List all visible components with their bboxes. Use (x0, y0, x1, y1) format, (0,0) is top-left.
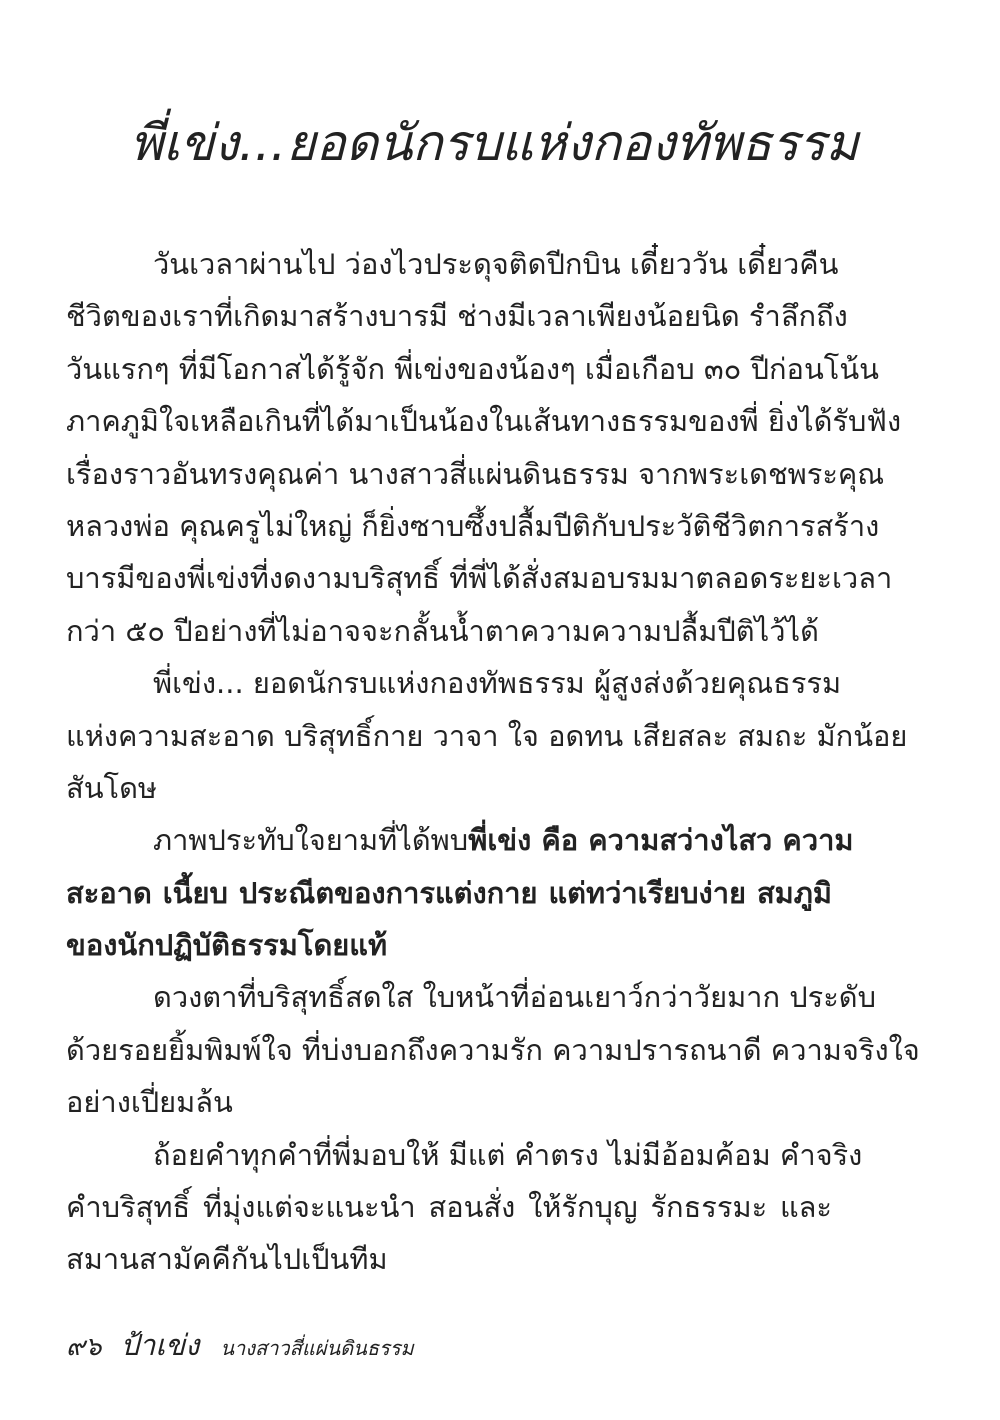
paragraph-line: ถ้อยคำทุกคำที่พี่มอบให้ มีแต่ คำตรง ไม่มีอ้อมค้อม คำจริง (153, 1137, 863, 1172)
paragraph-line: ดวงตาที่บริสุทธิ์สดใส ใบหน้าที่อ่อนเยาว์กว่าวัยมาก ประดับ (153, 980, 877, 1015)
paragraph-line: ของนักปฏิบัติธรรมโดยแท้ (66, 928, 388, 963)
paragraph-line: อย่างเปี่ยมล้น (66, 1085, 233, 1120)
page-title: พี่เข่ง...ยอดนักรบแห่งกองทัพธรรม (130, 114, 859, 172)
paragraph-line: ด้วยรอยยิ้มพิมพ์ใจ ที่บ่งบอกถึงความรัก ความปรารถนาดี ความจริงใจ (66, 1032, 920, 1067)
paragraph-line: วันเวลาผ่านไป ว่องไวประดุจติดปีกบิน เดี๋ยววัน เดี๋ยวคืน (153, 247, 839, 281)
paragraph-line: วันแรกๆ ที่มีโอกาสได้รู้จัก พี่เข่งของน้องๆ เมื่อเกือบ ๓๐ ปีก่อนโน้น (66, 351, 880, 386)
paragraph-line: สมานสามัคคีกันไปเป็นทีม (66, 1242, 388, 1277)
paragraph-line: หลวงพ่อ คุณครูไม่ใหญ่ ก็ยิ่งซาบซึ้งปลื้มปีติกับประวัติชีวิตการสร้าง (66, 508, 880, 543)
bold-emphasis: พี่เข่ง คือ ความสว่างไสว ความ (468, 823, 854, 858)
page-number: ๙๖ (66, 1332, 102, 1362)
paragraph-line: สะอาด เนี้ยบ ประณีตของการแต่งกาย แต่ทว่าเรียบง่าย สมภูมิ (66, 875, 832, 910)
book-title: นางสาวสี่แผ่นดินธรรม (220, 1336, 414, 1360)
paragraph-line: กว่า ๕๐ ปีอย่างที่ไม่อาจจะกลั้นน้ำตาความความปลื้มปีติไว้ได้ (66, 613, 819, 648)
paragraph-line: เรื่องราวอันทรงคุณค่า นางสาวสี่แผ่นดินธรรม จากพระเดชพระคุณ (66, 456, 885, 491)
body-text (66, 238, 920, 1286)
paragraph-line: คำบริสุทธิ์ ที่มุ่งแต่จะแนะนำ สอนสั่ง ให้รักบุญ รักธรรมะ และ (66, 1190, 832, 1225)
paragraph-line: ชีวิตของเราที่เกิดมาสร้างบารมี ช่างมีเวลาเพียงน้อยนิด รำลึกถึง (66, 299, 848, 334)
paragraph-line: สันโดษ (66, 770, 158, 805)
paragraph-line: ภาคภูมิใจเหลือเกินที่ได้มาเป็นน้องในเส้นทางธรรมของพี่ ยิ่งได้รับฟัง (66, 404, 902, 439)
paragraph-line: แห่งความสะอาด บริสุทธิ์กาย วาจา ใจ อดทน เสียสละ สมถะ มักน้อย (66, 718, 908, 753)
paragraph-line: บารมีของพี่เข่งที่งดงามบริสุทธิ์ ที่พี่ได้สั่งสมอบรมมาตลอดระยะเวลา (66, 561, 893, 596)
paragraph-lead-text: ภาพประทับใจยามที่ได้พบ (153, 823, 469, 858)
page-footer (66, 1322, 414, 1368)
paragraph-line: พี่เข่ง... ยอดนักรบแห่งกองทัพธรรม ผู้สูงส่งด้วยคุณธรรม (153, 666, 842, 701)
series-title: ป้าเข่ง (120, 1328, 200, 1362)
paragraph-line (66, 814, 854, 866)
